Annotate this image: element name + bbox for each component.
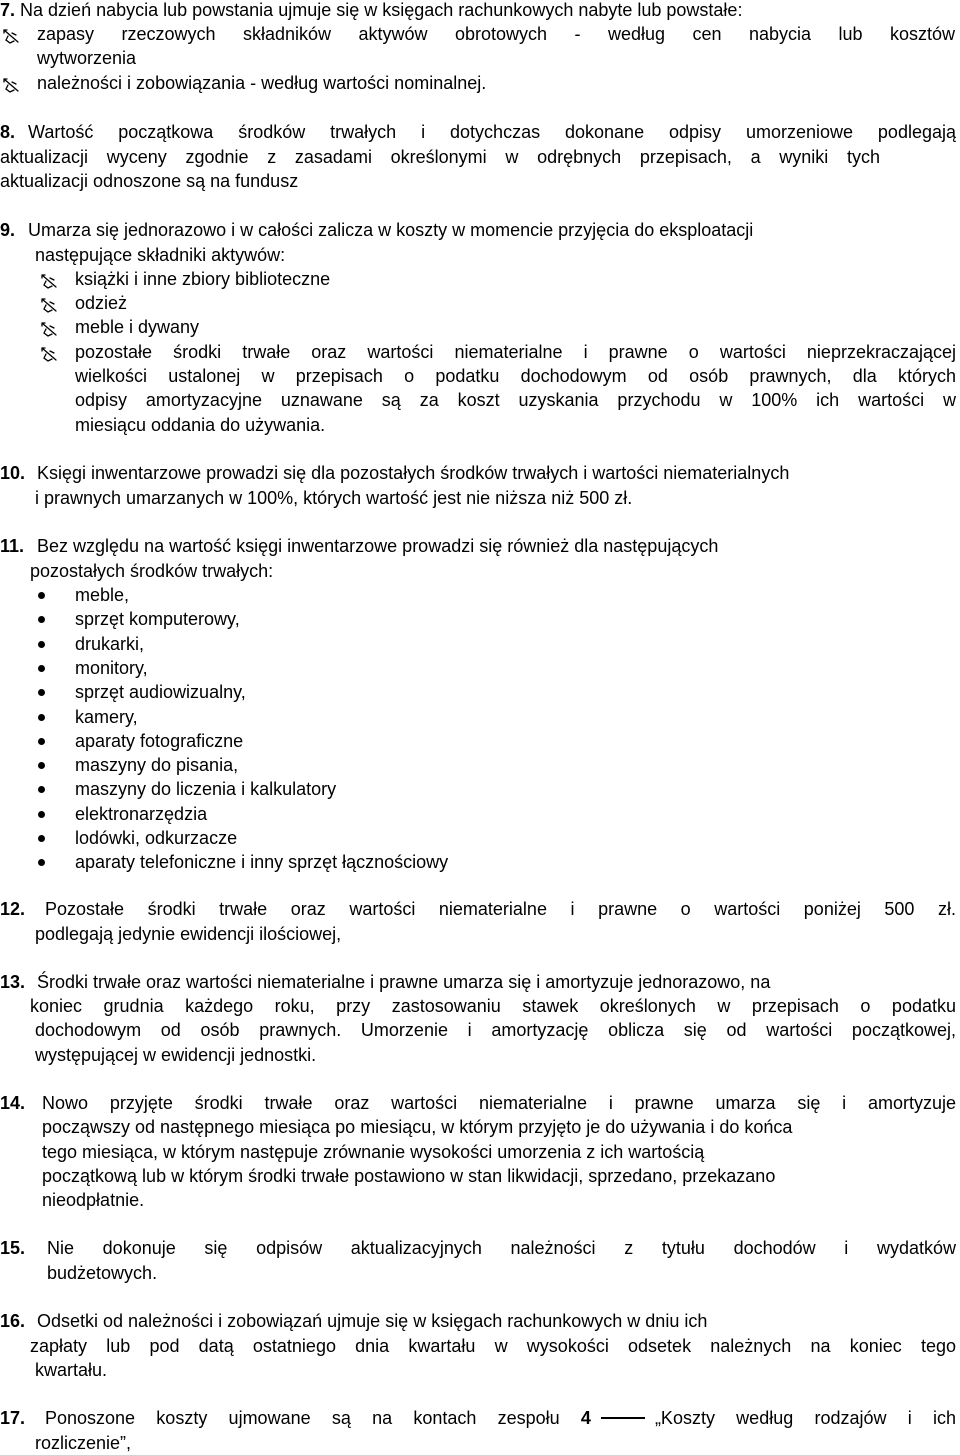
paragraph-7-intro	[0, 0, 742, 22]
list-item-text-cont: wielkości ustalonej w przepisach o podatku dochodowym od osób prawnych, dla których	[75, 366, 956, 386]
list-item-text: kamery,	[75, 706, 138, 727]
paragraph-number: 8.	[0, 122, 16, 142]
list-item-text-cont: wytworzenia	[37, 48, 137, 68]
bullet-icon	[38, 714, 45, 721]
paragraph-number: 13.	[0, 972, 26, 992]
list-item-text: elektronarzędzia	[75, 803, 208, 824]
paragraph-line: Umarza się jednorazowo i w całości zalicza w koszty w momencie przyjęcia do eksploatacji	[28, 220, 754, 240]
list-item-text: sprzęt audiowizualny,	[75, 682, 246, 703]
hand-pointer-icon	[2, 76, 20, 94]
list-item-text-cont: odpisy amortyzacyjne uznawane są za koszt uzyskania przychodu w 100% ich wartości w	[75, 390, 956, 410]
paragraph-number: 16.	[0, 1311, 26, 1331]
paragraph-line: aktualizacji odnoszone są na fundusz	[0, 171, 299, 191]
list-item-text: lodówki, odkurzacze	[75, 828, 238, 848]
paragraph-line: nieodpłatnie.	[42, 1190, 145, 1210]
list-item-text: pozostałe środki trwałe oraz wartości niematerialne i prawne o wartości nieprzekraczającej	[75, 342, 956, 362]
paragraph-number: 9.	[0, 220, 16, 240]
paragraph-line: podlegają jedynie ewidencji ilościowej,	[35, 924, 342, 944]
bullet-icon	[38, 835, 45, 842]
list-item-text: maszyny do liczenia i kalkulatory	[75, 779, 337, 800]
hand-pointer-icon	[2, 27, 20, 45]
paragraph-line: Pozostałe środki trwałe oraz wartości niematerialne i prawne o wartości poniżej 500 zł.	[45, 899, 956, 919]
paragraph-number: 10.	[0, 463, 26, 483]
paragraph-line: i prawnych umarzanych w 100%, których wartość jest nie niższa niż 500 zł.	[35, 488, 633, 508]
bullet-icon	[38, 592, 45, 599]
paragraph-line: rozliczenie”,	[35, 1433, 132, 1453]
paragraph-line: budżetowych.	[47, 1263, 158, 1283]
paragraph-line: dochodowym od osób prawnych. Umorzenie i amortyzację oblicza się od wartości początkowej,	[35, 1020, 956, 1040]
paragraph-line: Nowo przyjęte środki trwałe oraz wartości niematerialne i prawne umarza się i amortyzuje	[42, 1093, 956, 1113]
bullet-icon	[38, 786, 45, 793]
bullet-icon	[38, 738, 45, 745]
paragraph-number: 15.	[0, 1238, 26, 1258]
paragraph-line: tego miesiąca, w którym następuje zrównanie wysokości umorzenia z ich wartością	[42, 1142, 705, 1162]
paragraph-line: występującej w ewidencji jednostki.	[35, 1045, 317, 1065]
bullet-icon	[38, 665, 45, 672]
paragraph-text: Na dzień nabycia lub powstania ujmuje się w księgach rachunkowych nabyte lub powstałe:	[20, 0, 743, 20]
list-item-text: aparaty fotograficzne	[75, 730, 244, 751]
paragraph-line: Nie dokonuje się odpisów aktualizacyjnych należności z tytułu dochodów i wydatków	[47, 1238, 956, 1258]
account-group-number: 4	[580, 1408, 591, 1428]
paragraph-line: Księgi inwentarzowe prowadzi się dla pozostałych środków trwałych i wartości niematerialnych	[37, 463, 790, 483]
list-item-text-cont: miesiącu oddania do używania.	[75, 415, 326, 435]
paragraph-number: 7.	[0, 0, 16, 20]
paragraph-text: Ponoszone koszty ujmowane są na kontach zespołu	[45, 1408, 560, 1428]
bullet-icon	[38, 859, 45, 866]
list-item-text: aparaty telefoniczne i inny sprzęt łącznościowy	[75, 852, 449, 873]
paragraph-number: 14.	[0, 1093, 26, 1113]
paragraph-line: koniec grudnia każdego roku, przy zastosowaniu stawek określonych w przepisach o podatku	[30, 996, 956, 1016]
paragraph-line	[45, 1406, 956, 1430]
bullet-icon	[38, 811, 45, 818]
bullet-icon	[38, 616, 45, 623]
paragraph-line: Wartość początkowa środków trwałych i dotychczas dokonane odpisy umorzeniowe podlegają	[28, 122, 956, 142]
list-item-text: meble,	[75, 585, 130, 605]
list-item-text: meble i dywany	[75, 317, 200, 337]
paragraph-line: początkową lub w którym środki trwałe postawiono w stan likwidacji, sprzedano, przekazano	[42, 1166, 776, 1186]
list-item-text: sprzęt komputerowy,	[75, 609, 240, 630]
list-item-text: zapasy rzeczowych składników aktywów obrotowych - według cen nabycia lub kosztów	[37, 24, 955, 44]
paragraph-line: pozostałych środków trwałych:	[30, 561, 274, 581]
list-item-text: maszyny do pisania,	[75, 755, 239, 776]
dash-separator	[601, 1417, 645, 1419]
list-item-text: monitory,	[75, 657, 148, 678]
paragraph-number: 12.	[0, 899, 26, 919]
hand-pointer-icon	[40, 272, 58, 290]
hand-pointer-icon	[40, 296, 58, 314]
paragraph-line: aktualizacji wyceny zgodnie z zasadami określonymi w odrębnych przepisach, a wyniki tych	[0, 147, 880, 167]
paragraph-line: Środki trwałe oraz wartości niematerialne i prawne umarza się i amortyzuje jednorazowo, na	[37, 972, 771, 992]
list-item-text: drukarki,	[75, 633, 145, 654]
hand-pointer-icon	[40, 320, 58, 338]
paragraph-number: 17.	[0, 1408, 26, 1428]
paragraph-line: następujące składniki aktywów:	[35, 245, 286, 265]
paragraph-line: zapłaty lub pod datą ostatniego dnia kwartału w wysokości odsetek należnych na koniec tego	[30, 1336, 956, 1356]
paragraph-line: Bez względu na wartość księgi inwentarzowe prowadzi się również dla następujących	[37, 536, 719, 556]
list-item-text: należności i zobowiązania - według wartości nominalnej.	[37, 73, 487, 93]
paragraph-line: Odsetki od należności i zobowiązań ujmuje się w księgach rachunkowych w dniu ich	[37, 1311, 708, 1331]
paragraph-text: „Koszty według rodzajów i ich	[654, 1408, 956, 1428]
bullet-icon	[38, 689, 45, 696]
paragraph-number: 11.	[0, 536, 25, 556]
paragraph-line: począwszy od następnego miesiąca po miesiącu, w którym przyjęto je do używania i do końca	[42, 1117, 793, 1137]
list-item-text: książki i inne zbiory biblioteczne	[75, 269, 331, 289]
bullet-icon	[38, 641, 45, 648]
paragraph-line: kwartału.	[35, 1360, 108, 1380]
list-item-text: odzież	[75, 293, 128, 313]
bullet-icon	[38, 762, 45, 769]
hand-pointer-icon	[40, 345, 58, 363]
